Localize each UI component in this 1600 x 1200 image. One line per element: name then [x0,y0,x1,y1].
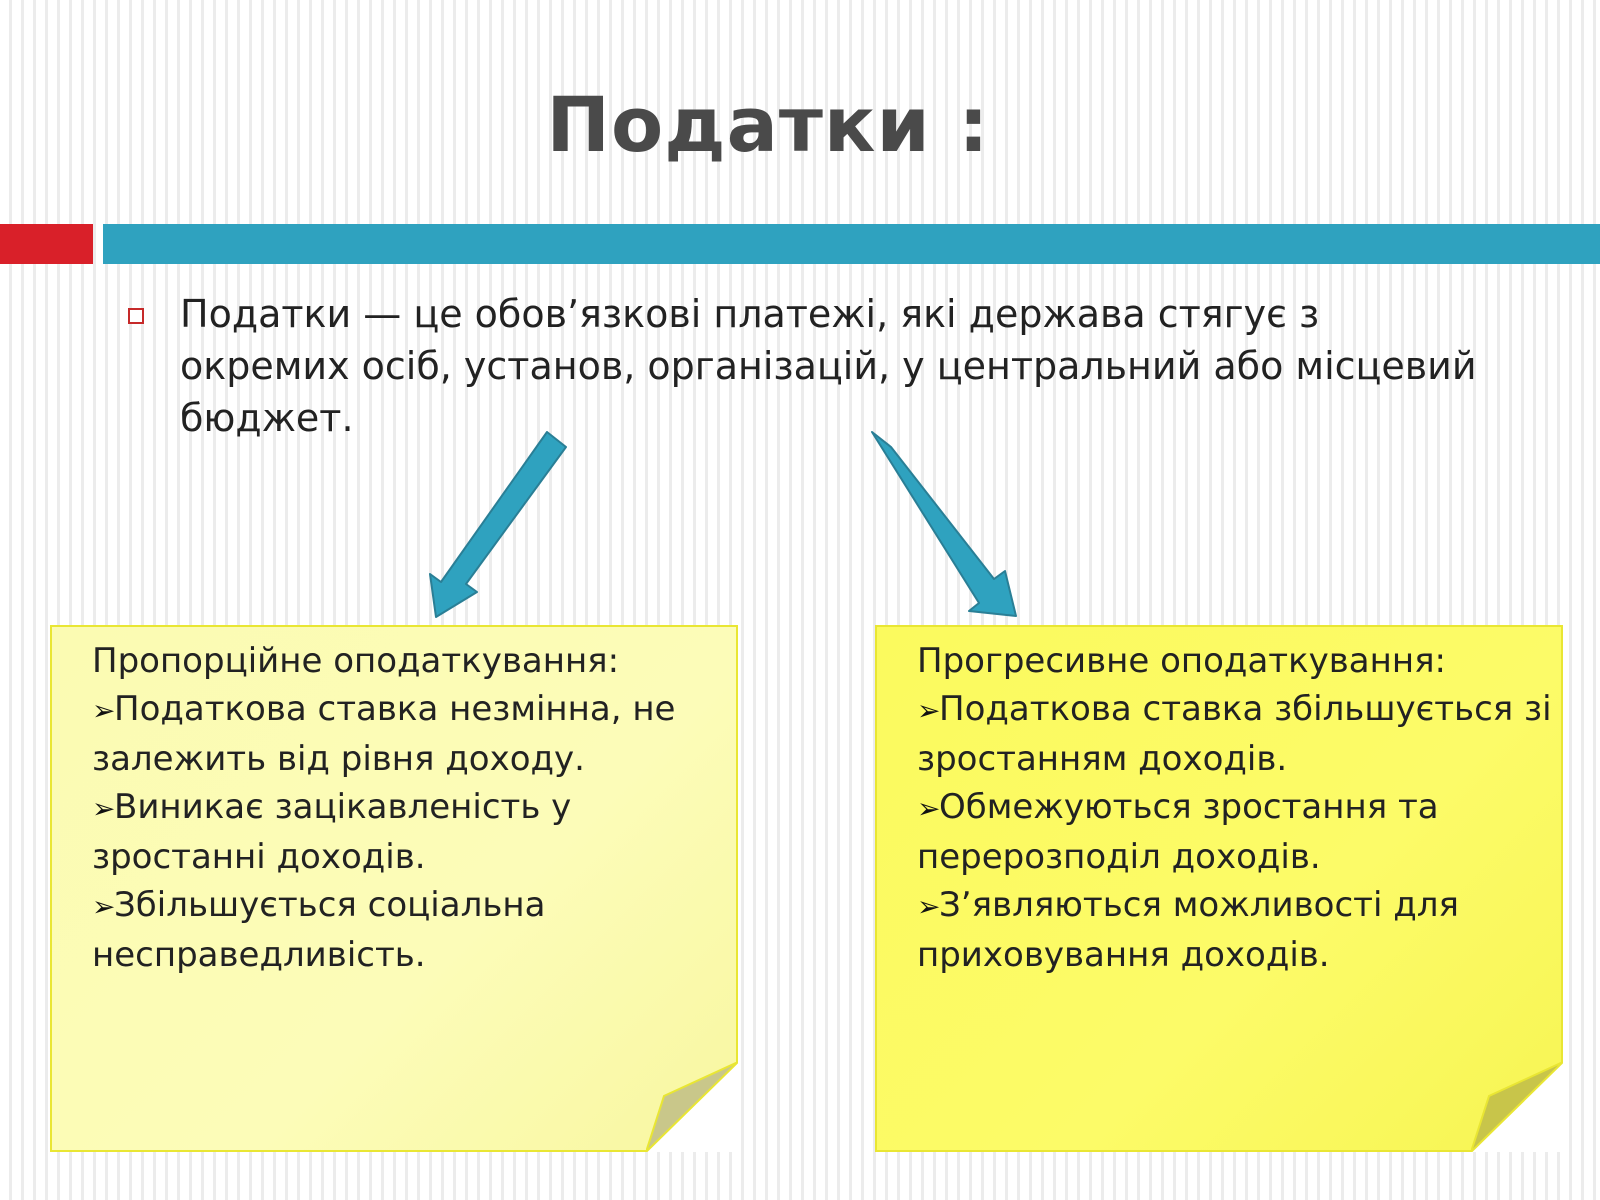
list-item: ➢Виникає зацікавленість у зростанні доходів. [92,787,572,877]
page-curl-icon [646,1062,738,1152]
note-heading: Пропорційне оподаткування: [92,641,620,681]
list-item: ➢Податкова ставка незмінна, не залежить від рівня доходу. [92,689,676,779]
check-arrow-icon: ➢ [92,890,116,923]
check-arrow-icon: ➢ [917,694,941,727]
check-arrow-icon: ➢ [917,792,941,825]
page-curl-icon [1471,1062,1563,1152]
proportional-tax-note [50,625,738,1152]
list-item: ➢Обмежуються зростання та перерозподіл доходів. [917,787,1439,877]
page-title: Податки : [546,80,990,169]
list-item: ➢Податкова ставка збільшується зі зростанням доходів. [917,689,1552,779]
check-arrow-icon: ➢ [917,890,941,923]
check-arrow-icon: ➢ [92,694,116,727]
arrow-left-down-icon [430,432,566,617]
list-item: ➢Збільшується соціальна несправедливість. [92,885,546,975]
definition-text: Податки — це обов’язкові платежі, які держава стягує з окремих осіб, установ, організацій, у центральний або місцевий бюджет. [180,292,1477,440]
note-heading: Прогресивне оподаткування: [917,641,1446,681]
check-arrow-icon: ➢ [92,792,116,825]
progressive-tax-note [875,625,1563,1152]
arrow-right-down-icon [872,432,1016,616]
list-item: ➢З’являються можливості для приховування доходів. [917,885,1459,975]
